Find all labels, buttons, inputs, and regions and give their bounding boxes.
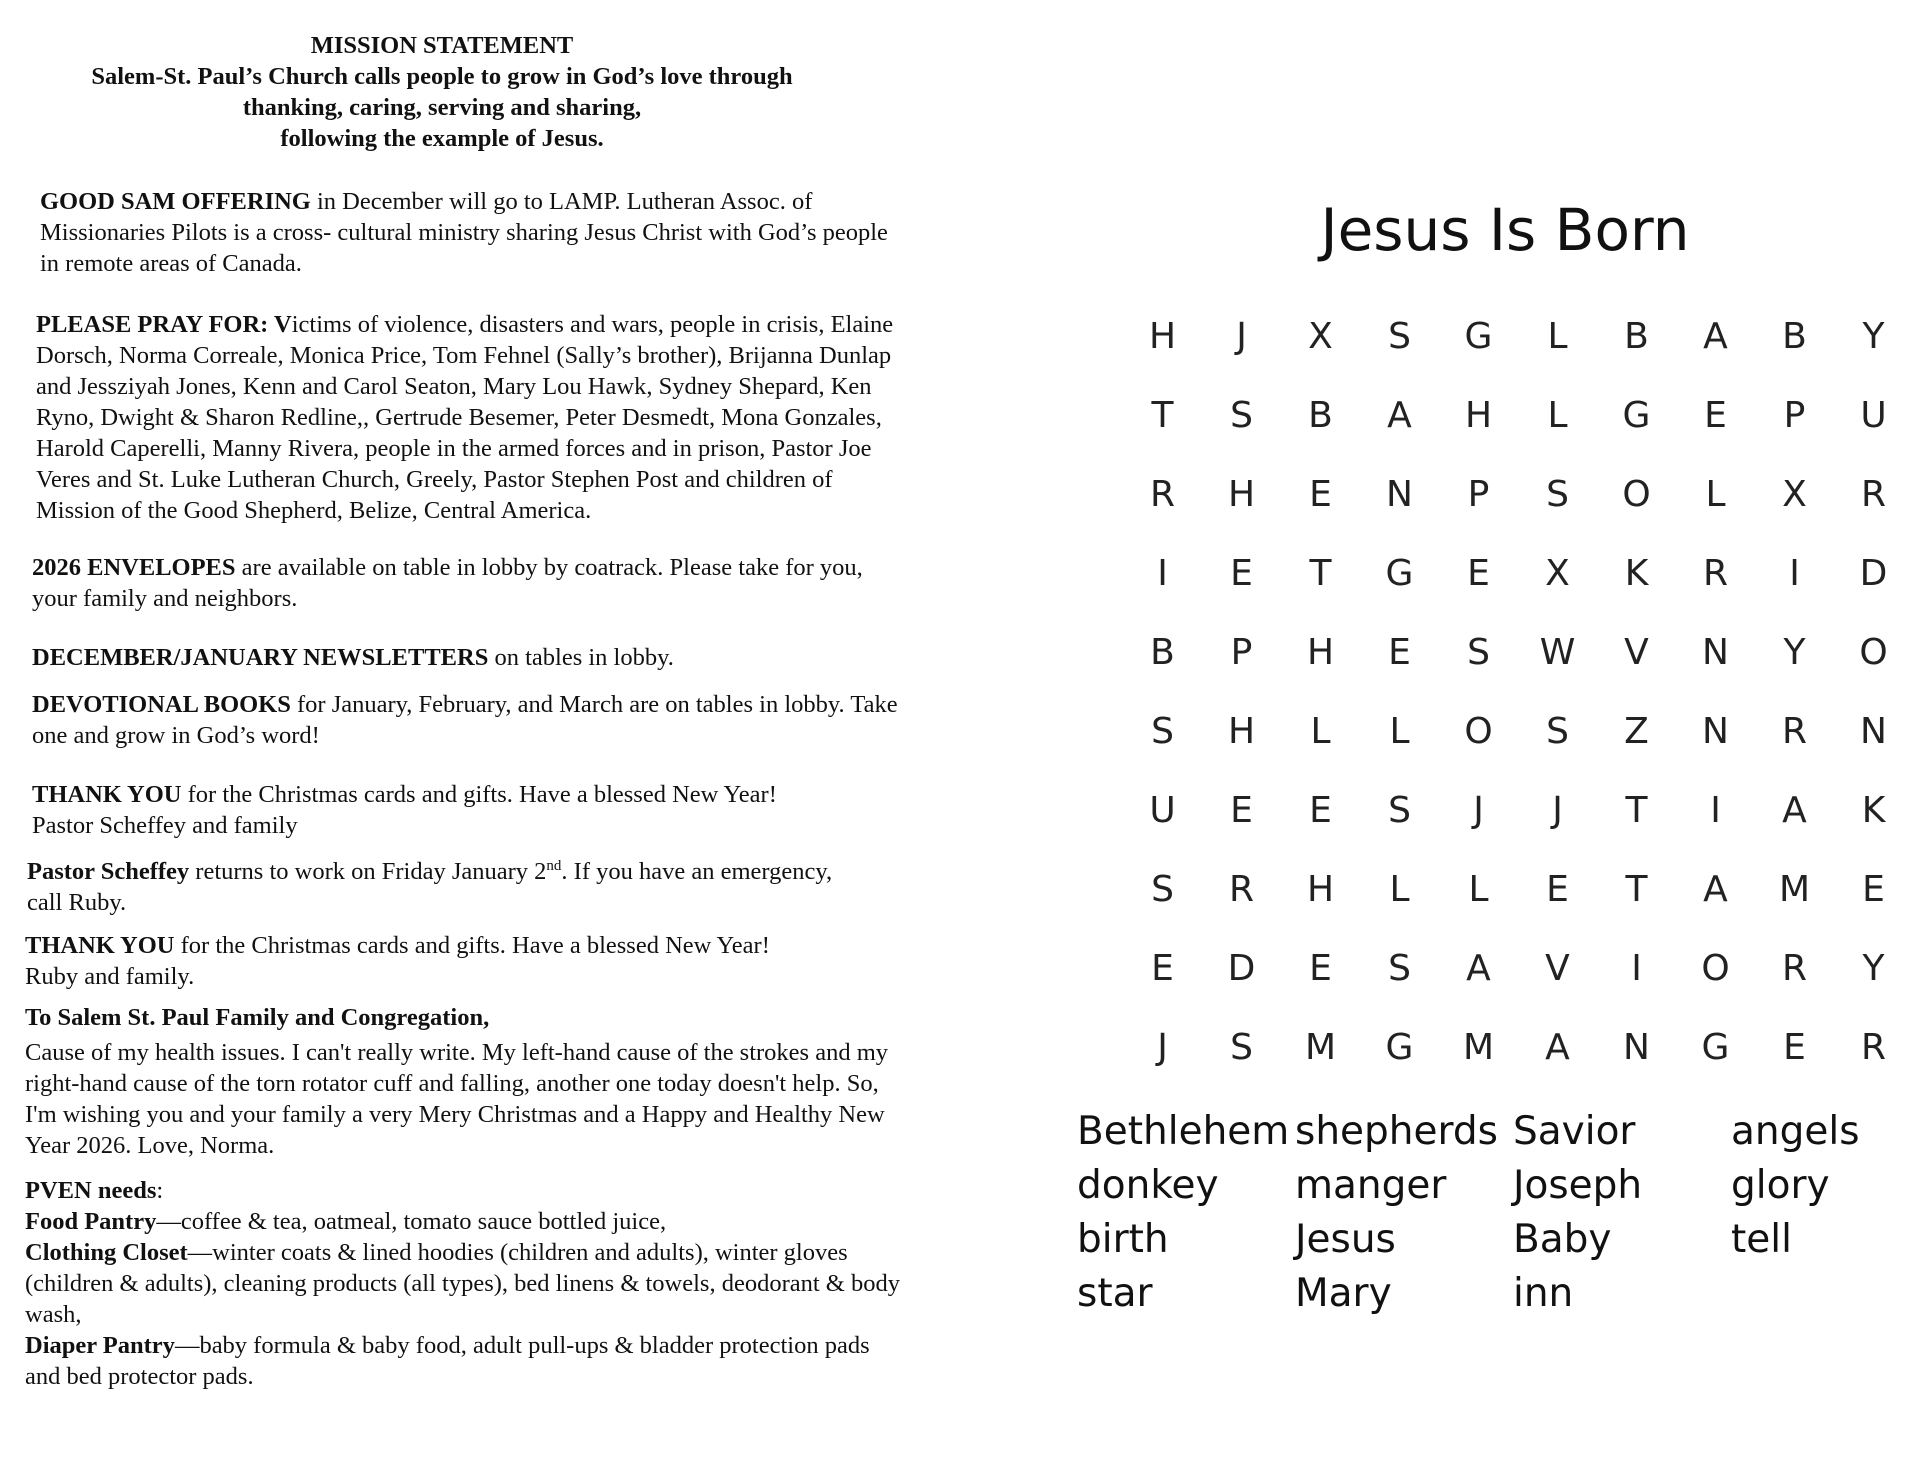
- word-list-item: shepherds: [1295, 1109, 1498, 1154]
- grid-letter: Y: [1862, 315, 1885, 357]
- grid-letter: X: [1308, 315, 1333, 357]
- grid-letter: S: [1546, 473, 1569, 515]
- grid-letter: K: [1861, 789, 1886, 831]
- grid-letter: P: [1783, 394, 1806, 436]
- grid-letter: E: [1151, 947, 1174, 989]
- grid-letter: S: [1388, 947, 1411, 989]
- grid-letter: E: [1309, 473, 1332, 515]
- grid-letter: I: [1710, 789, 1721, 831]
- grid-letter: B: [1782, 315, 1807, 357]
- grid-letter: V: [1545, 947, 1570, 989]
- grid-letter: L: [1389, 710, 1410, 752]
- grid-letter: Z: [1624, 710, 1649, 752]
- word-list-item: Joseph: [1513, 1163, 1643, 1208]
- word-search-title: Jesus Is Born: [1320, 196, 1690, 264]
- grid-letter: G: [1622, 394, 1651, 436]
- food-pantry-text: —coffee & tea, oatmeal, tomato sauce bottled juice,: [156, 1208, 667, 1236]
- grid-letter: T: [1309, 552, 1332, 594]
- word-list-item: angels: [1731, 1109, 1860, 1154]
- grid-letter: O: [1622, 473, 1651, 515]
- grid-letter: H: [1306, 868, 1335, 910]
- clothing-closet-text: —winter coats & lined hoodies (children and adults), winter gloves (children & adults), cleaning products (all types), bed linens & towels, deodorant & body wash,: [25, 1239, 900, 1329]
- newsletters-notice: [32, 642, 902, 673]
- norma-text: Cause of my health issues. I can't really write. My left-hand cause of the strokes and my right-hand cause of the torn rotator cuff and falling, another one today doesn't help. So, I'm wishing you and your family a very Mery Christmas and a Happy and Healthy New Year 2026. Love, Norma.: [25, 1039, 889, 1160]
- word-search-word-list: [1077, 1105, 1920, 1321]
- thank-you-ruby-heading: THANK YOU: [25, 932, 175, 960]
- grid-letter: H: [1227, 710, 1256, 752]
- grid-letter: N: [1702, 710, 1729, 752]
- grid-letter: A: [1466, 947, 1491, 989]
- prayer-list: [36, 309, 912, 526]
- grid-letter: B: [1150, 631, 1175, 673]
- grid-letter: H: [1227, 473, 1256, 515]
- grid-letter: N: [1702, 631, 1729, 673]
- grid-letter: I: [1631, 947, 1642, 989]
- thank-you-heading: THANK YOU: [32, 781, 182, 808]
- good-sam-heading: GOOD SAM OFFERING: [40, 188, 311, 215]
- grid-letter: O: [1701, 947, 1730, 989]
- grid-letter: J: [1236, 315, 1247, 357]
- norma-letter: [25, 1002, 915, 1161]
- grid-letter: M: [1462, 1026, 1495, 1068]
- grid-letter: T: [1625, 868, 1648, 910]
- word-list-item: [1731, 1267, 1920, 1321]
- grid-letter: J: [1552, 789, 1563, 831]
- grid-letter: A: [1782, 789, 1807, 831]
- grid-letter: B: [1624, 315, 1649, 357]
- grid-letter: R: [1149, 473, 1175, 515]
- word-list-item: glory: [1731, 1163, 1830, 1208]
- envelopes-notice: [32, 552, 912, 614]
- pven-colon: :: [156, 1177, 164, 1205]
- grid-letter: O: [1464, 710, 1493, 752]
- grid-letter: P: [1230, 631, 1253, 673]
- mission-line-1: Salem-St. Paul’s Church calls people to grow in God’s love through: [91, 63, 793, 90]
- grid-letter: A: [1387, 394, 1412, 436]
- grid-letter: L: [1310, 710, 1331, 752]
- devotional-text: for January, February, and March are on tables in lobby. Take one and grow in God’s word!: [32, 691, 898, 749]
- grid-letter: R: [1781, 710, 1807, 752]
- mission-title: MISSION STATEMENT: [310, 32, 574, 59]
- prayer-text: ictims of violence, disasters and wars, people in crisis, Elaine Dorsch, Norma Correale, Monica Price, Tom Fehnel (Sally’s brother), Brijanna Dunlap and Jessziyah Jones, Kenn and Carol Seaton, Mary Lou Hawk, Sydney Shepard, Ken Ryno, Dwight & Sharon Redline,, Gertrude Besemer, Peter Desmedt, Mona Gonzales, Harold Caperelli, Manny Rivera, people in the armed forces and in prison, Pastor Joe Veres and St. Luke Lutheran Church, Greely, Pastor Stephen Post and children of Mission of the Good Shepherd, Belize, Central America.: [36, 311, 894, 524]
- newsletters-heading: DECEMBER/JANUARY NEWSLETTERS: [32, 644, 489, 671]
- norma-heading: To Salem St. Paul Family and Congregation,: [25, 1004, 490, 1032]
- grid-letter: Y: [1862, 947, 1885, 989]
- grid-letter: I: [1789, 552, 1800, 594]
- grid-letter: E: [1388, 631, 1411, 673]
- pastor-return-sup: nd: [546, 858, 562, 874]
- grid-letter: S: [1546, 710, 1569, 752]
- grid-letter: L: [1468, 868, 1489, 910]
- pastor-return-notice: [27, 851, 847, 918]
- grid-letter: H: [1306, 631, 1335, 673]
- grid-letter: L: [1547, 394, 1568, 436]
- thank-you-ruby-signature: Ruby and family.: [25, 963, 195, 991]
- thank-you-text: for the Christmas cards and gifts. Have a blessed New Year!: [181, 781, 777, 808]
- word-list-item: Mary: [1295, 1271, 1392, 1316]
- word-list-item: manger: [1295, 1163, 1447, 1208]
- grid-letter: S: [1230, 394, 1253, 436]
- grid-letter: H: [1464, 394, 1493, 436]
- grid-letter: L: [1705, 473, 1726, 515]
- grid-letter: R: [1860, 473, 1886, 515]
- good-sam-text: in December will go to LAMP. Lutheran Assoc. of Missionaries Pilots is a cross- cultural ministry sharing Jesus Christ with God’s people in remote areas of Canada.: [40, 188, 888, 277]
- grid-letter: E: [1467, 552, 1490, 594]
- grid-letter: D: [1227, 947, 1256, 989]
- grid-letter: P: [1467, 473, 1490, 515]
- word-list-item: Baby: [1513, 1217, 1612, 1262]
- diaper-pantry-heading: Diaper Pantry: [25, 1332, 175, 1360]
- grid-letter: J: [1473, 789, 1484, 831]
- word-list-item: inn: [1513, 1271, 1574, 1316]
- grid-letter: B: [1308, 394, 1333, 436]
- grid-letter: E: [1230, 552, 1253, 594]
- grid-letter: R: [1702, 552, 1728, 594]
- pastor-return-heading: Pastor Scheffey: [27, 858, 190, 886]
- prayer-heading: PLEASE PRAY FOR: V: [36, 311, 292, 338]
- word-list-item: Bethlehem: [1077, 1109, 1290, 1154]
- grid-letter: E: [1309, 947, 1332, 989]
- food-pantry-heading: Food Pantry: [25, 1208, 157, 1236]
- diaper-pantry-text: —baby formula & baby food, adult pull-ups & bladder protection pads and bed protector pads.: [25, 1332, 870, 1391]
- grid-letter: L: [1389, 868, 1410, 910]
- word-list-item: donkey: [1077, 1163, 1219, 1208]
- grid-letter: X: [1782, 473, 1807, 515]
- grid-letter: U: [1860, 394, 1887, 436]
- grid-letter: E: [1783, 1026, 1806, 1068]
- word-list-item: Jesus: [1295, 1217, 1396, 1262]
- envelopes-text: are available on table in lobby by coatrack. Please take for you, your family and neighbors.: [32, 554, 863, 612]
- thank-you-signature: Pastor Scheffey and family: [32, 812, 298, 839]
- grid-letter: R: [1228, 868, 1254, 910]
- grid-letter: G: [1385, 1026, 1414, 1068]
- grid-letter: O: [1859, 631, 1888, 673]
- grid-letter: V: [1624, 631, 1649, 673]
- grid-letter: R: [1860, 1026, 1886, 1068]
- thank-you-pastor: [32, 779, 902, 841]
- grid-letter: A: [1703, 315, 1728, 357]
- grid-letter: N: [1623, 1026, 1650, 1068]
- grid-letter: I: [1157, 552, 1168, 594]
- grid-letter: E: [1546, 868, 1569, 910]
- grid-letter: G: [1701, 1026, 1730, 1068]
- good-sam-notice: [40, 186, 910, 279]
- thank-you-ruby: [25, 930, 902, 992]
- grid-letter: A: [1545, 1026, 1570, 1068]
- devotional-notice: [32, 689, 912, 751]
- grid-letter: R: [1781, 947, 1807, 989]
- grid-letter: Y: [1783, 631, 1806, 673]
- word-list-item: tell: [1731, 1217, 1792, 1262]
- grid-letter: M: [1778, 868, 1811, 910]
- grid-letter: W: [1539, 631, 1576, 673]
- grid-letter: S: [1151, 868, 1174, 910]
- grid-letter: E: [1862, 868, 1885, 910]
- word-search-grid: [1123, 306, 1913, 1096]
- pven-heading: PVEN needs: [25, 1177, 157, 1205]
- grid-letter: J: [1157, 1026, 1168, 1068]
- grid-letter: N: [1860, 710, 1887, 752]
- clothing-closet-heading: Clothing Closet: [25, 1239, 188, 1267]
- mission-line-2: thanking, caring, serving and sharing,: [242, 94, 642, 121]
- grid-letter: M: [1304, 1026, 1337, 1068]
- grid-letter: D: [1859, 552, 1888, 594]
- pastor-return-text: returns to work on Friday January 2: [189, 858, 547, 886]
- grid-letter: E: [1230, 789, 1253, 831]
- grid-letter: X: [1545, 552, 1570, 594]
- pven-needs: [25, 1175, 905, 1392]
- grid-letter: A: [1703, 868, 1728, 910]
- grid-letter: L: [1547, 315, 1568, 357]
- grid-letter: T: [1625, 789, 1648, 831]
- grid-letter: H: [1148, 315, 1177, 357]
- grid-letter: N: [1386, 473, 1413, 515]
- bulletin-column: [22, 30, 902, 1392]
- word-list-item: birth: [1077, 1217, 1169, 1262]
- grid-letter: U: [1149, 789, 1176, 831]
- grid-letter: S: [1388, 789, 1411, 831]
- grid-letter: G: [1385, 552, 1414, 594]
- grid-letter: G: [1464, 315, 1493, 357]
- grid-letter: E: [1309, 789, 1332, 831]
- mission-statement: [82, 30, 802, 154]
- grid-letter: E: [1704, 394, 1727, 436]
- envelopes-heading: 2026 ENVELOPES: [32, 554, 236, 581]
- mission-line-3: following the example of Jesus.: [280, 125, 604, 152]
- grid-letter: T: [1151, 394, 1174, 436]
- grid-letter: S: [1230, 1026, 1253, 1068]
- grid-letter: K: [1624, 552, 1649, 594]
- word-list-item: Savior: [1513, 1109, 1636, 1154]
- newsletters-text: on tables in lobby.: [488, 644, 674, 671]
- pastor-return-text-2: . If you have an emergency, call Ruby.: [27, 858, 833, 917]
- devotional-heading: DEVOTIONAL BOOKS: [32, 691, 291, 718]
- grid-letter: S: [1388, 315, 1411, 357]
- word-list-item: star: [1077, 1271, 1153, 1316]
- thank-you-ruby-text: for the Christmas cards and gifts. Have a blessed New Year!: [174, 932, 770, 960]
- grid-letter: S: [1467, 631, 1490, 673]
- grid-letter: S: [1151, 710, 1174, 752]
